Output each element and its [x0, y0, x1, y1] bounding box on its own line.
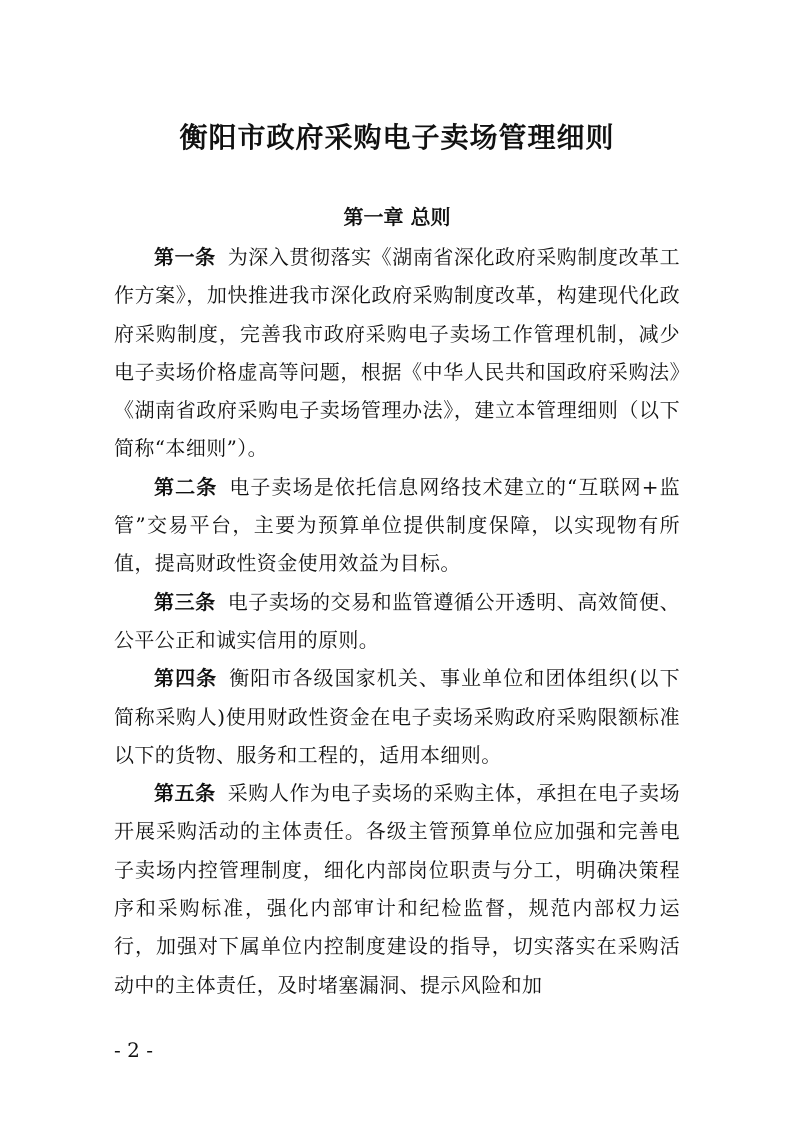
page-number: - 2 - [114, 1038, 153, 1062]
document-body [114, 238, 680, 1004]
article-3 [114, 583, 680, 660]
chapter-heading: 第一章 总则 [343, 205, 451, 229]
article-text: 采购人作为电子卖场的采购主体，承担在电子卖场开展采购活动的主体责任。各级主管预算单位应加强和完善电子卖场内控管理制度，细化内部岗位职责与分工，明确决策程序和采购标准，强化内部审计和纪检监督，规范内部权力运行，加强对下属单位内控制度建设的指导，切实落实在采购活动中的主体责任，及时堵塞漏洞、提示风险和加 [114, 781, 680, 997]
article-text: 为深入贯彻落实《湖南省深化政府采购制度改革工作方案》，加快推进我市深化政府采购制度改革，构建现代化政府采购制度，完善我市政府采购电子卖场工作管理机制，减少电子卖场价格虚高等问题，根据《中华人民共和国政府采购法》《湖南省政府采购电子卖场管理办法》，建立本管理细则（以下简称“本细则”）。 [114, 245, 680, 461]
article-text: 电子卖场的交易和监管遵循公开透明、高效简便、公平公正和诚实信用的原则。 [114, 589, 680, 652]
article-label: 第二条 [154, 474, 218, 499]
article-label: 第四条 [154, 666, 218, 691]
article-5 [114, 774, 680, 1004]
article-1 [114, 238, 680, 468]
article-text: 电子卖场是依托信息网络技术建立的“互联网+监管”交易平台，主要为预算单位提供制度保障，以实现物有所值，提高财政性资金使用效益为目标。 [114, 474, 680, 576]
article-label: 第一条 [154, 245, 216, 269]
document-title: 衡阳市政府采购电子卖场管理细则 [179, 121, 615, 154]
article-2 [114, 468, 680, 583]
article-text: 衡阳市各级国家机关、事业单位和团体组织(以下简称采购人)使用财政性资金在电子卖场采购政府采购限额标准以下的货物、服务和工程的，适用本细则。 [114, 666, 681, 767]
article-4 [114, 659, 680, 774]
article-label: 第五条 [154, 781, 216, 806]
article-label: 第三条 [154, 589, 216, 614]
